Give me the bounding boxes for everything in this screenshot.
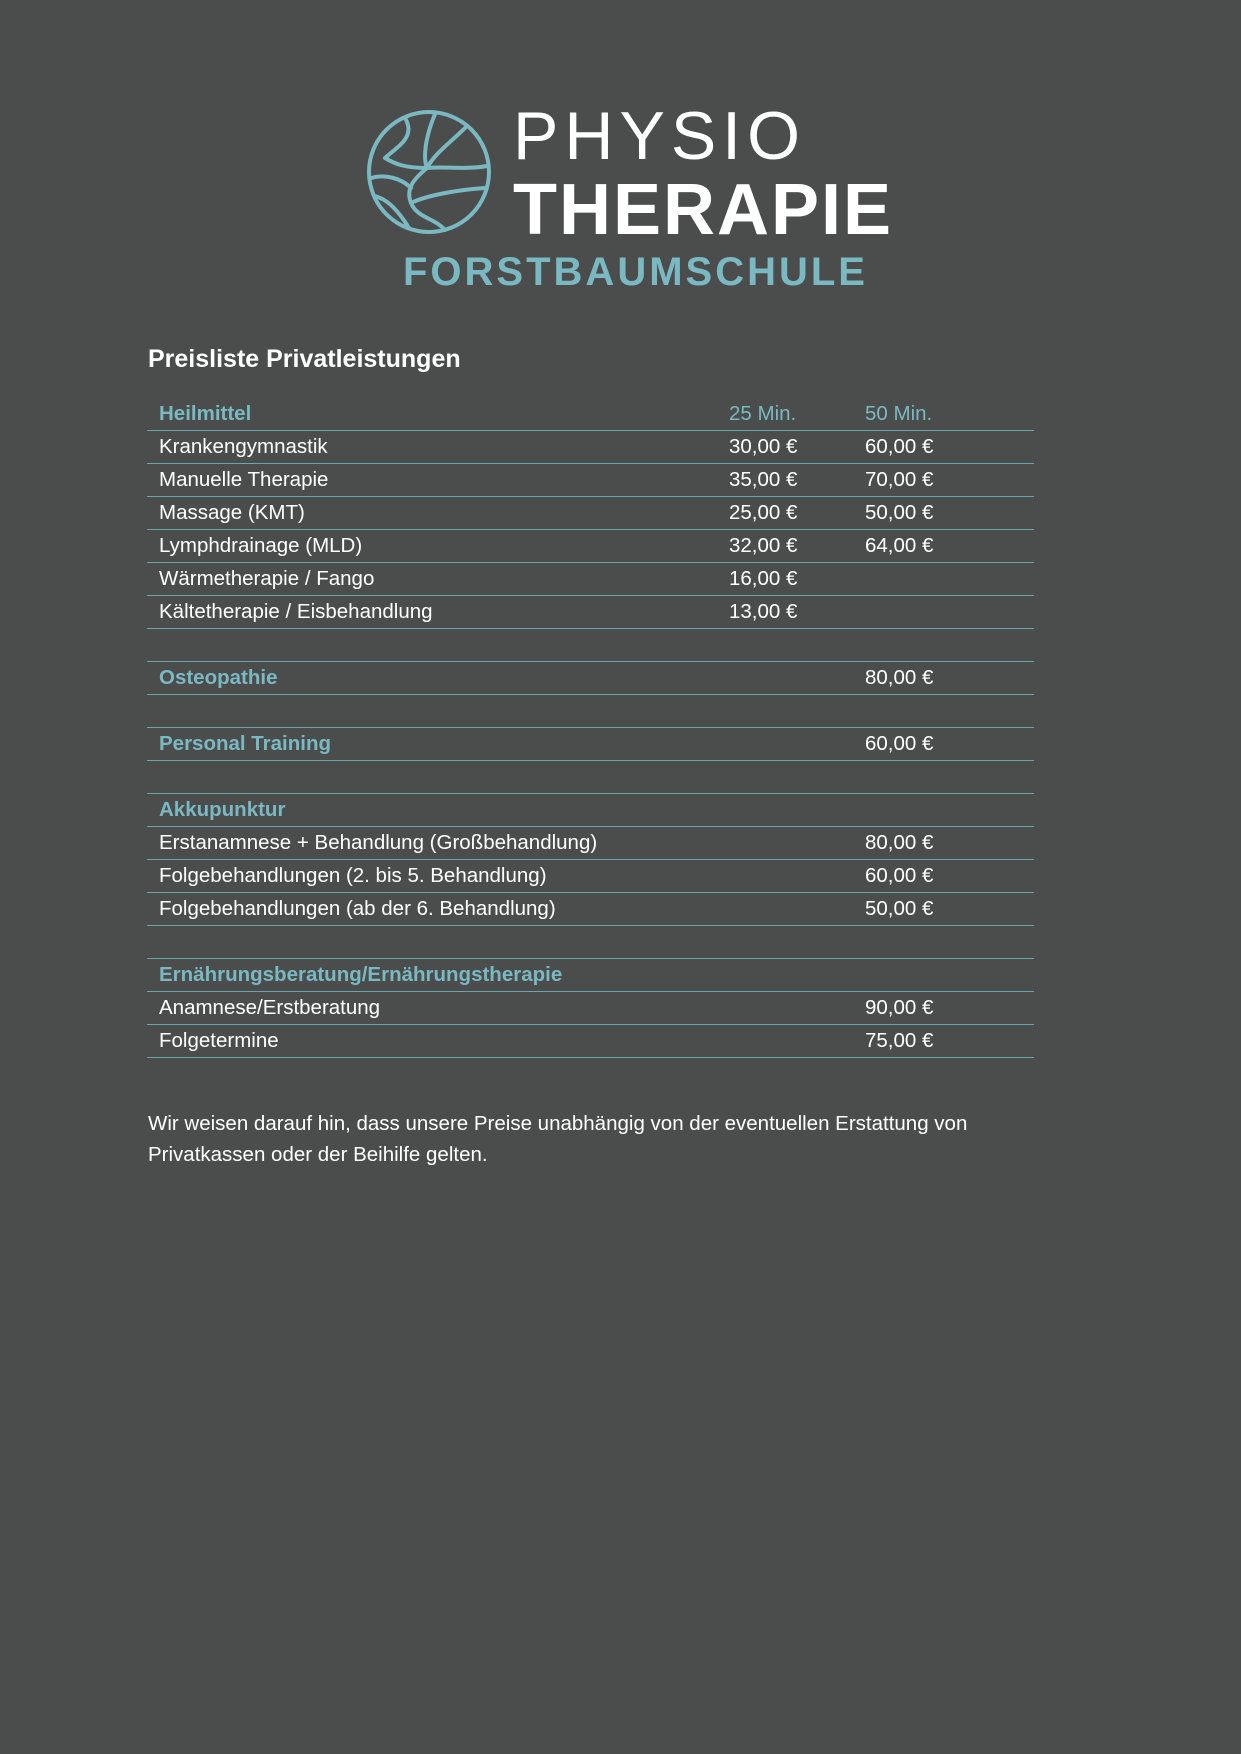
- section-heading: Osteopathie: [147, 662, 729, 695]
- spacer-row: [147, 695, 1034, 728]
- table-row: [147, 563, 1034, 596]
- logo-line-forstbaumschule: FORSTBAUMSCHULE: [403, 250, 868, 294]
- section-row-ernaehrung: [147, 959, 1034, 992]
- service-name: Folgetermine: [147, 1025, 729, 1058]
- spacer-row: [147, 761, 1034, 794]
- table-row: [147, 1025, 1034, 1058]
- table-row: [147, 431, 1034, 464]
- table-row: [147, 596, 1034, 629]
- price-25: 16,00 €: [729, 563, 865, 596]
- service-name: Folgebehandlungen (2. bis 5. Behandlung): [147, 860, 729, 893]
- section-heading: Personal Training: [147, 728, 729, 761]
- spacer-row: [147, 629, 1034, 662]
- price-25: 32,00 €: [729, 530, 865, 563]
- service-name: Manuelle Therapie: [147, 464, 729, 497]
- logo: [365, 98, 894, 300]
- price-25: 25,00 €: [729, 497, 865, 530]
- section-row-osteopathie: [147, 662, 1034, 695]
- price-50: [865, 563, 1034, 596]
- price-50: [865, 596, 1034, 629]
- spacer-row: [147, 926, 1034, 959]
- logo-line-physio: PHYSIO: [513, 98, 806, 174]
- section-heading: Heilmittel: [147, 398, 729, 431]
- table-row: [147, 893, 1034, 926]
- price: 60,00 €: [865, 860, 1034, 893]
- service-name: Krankengymnastik: [147, 431, 729, 464]
- table-row: [147, 827, 1034, 860]
- section-row-akkupunktur: [147, 794, 1034, 827]
- page-title: Preisliste Privatleistungen: [148, 345, 461, 373]
- price: 50,00 €: [865, 893, 1034, 926]
- price-25: 35,00 €: [729, 464, 865, 497]
- price-table: [147, 398, 1034, 1058]
- price-50: 70,00 €: [865, 464, 1034, 497]
- service-name: Lymphdrainage (MLD): [147, 530, 729, 563]
- table-row: [147, 860, 1034, 893]
- service-name: Wärmetherapie / Fango: [147, 563, 729, 596]
- table-header-row: [147, 398, 1034, 431]
- table-row: [147, 530, 1034, 563]
- section-heading: Ernährungsberatung/Ernährungstherapie: [147, 959, 729, 992]
- price: 80,00 €: [865, 662, 1034, 695]
- price-25: 30,00 €: [729, 431, 865, 464]
- table-row: [147, 992, 1034, 1025]
- tree-circle-icon: [365, 108, 493, 236]
- price-50: 64,00 €: [865, 530, 1034, 563]
- price-note: Wir weisen darauf hin, dass unsere Preise unabhängig von der eventuellen Erstattung von Privatkassen oder der Beihilfe gelten.: [148, 1112, 968, 1166]
- price: 90,00 €: [865, 992, 1034, 1025]
- service-name: Kältetherapie / Eisbehandlung: [147, 596, 729, 629]
- table-row: [147, 497, 1034, 530]
- price: 80,00 €: [865, 827, 1034, 860]
- column-header-25: 25 Min.: [729, 398, 865, 431]
- service-name: Folgebehandlungen (ab der 6. Behandlung): [147, 893, 729, 926]
- service-name: Erstanamnese + Behandlung (Großbehandlung): [147, 827, 729, 860]
- section-row-personal-training: [147, 728, 1034, 761]
- price-25: 13,00 €: [729, 596, 865, 629]
- price: 75,00 €: [865, 1025, 1034, 1058]
- service-name: Anamnese/Erstberatung: [147, 992, 729, 1025]
- logo-line-therapie: THERAPIE: [513, 170, 894, 250]
- table-row: [147, 464, 1034, 497]
- price-50: 60,00 €: [865, 431, 1034, 464]
- price: 60,00 €: [865, 728, 1034, 761]
- service-name: Massage (KMT): [147, 497, 729, 530]
- column-header-50: 50 Min.: [865, 398, 1034, 431]
- price-50: 50,00 €: [865, 497, 1034, 530]
- section-heading: Akkupunktur: [147, 794, 729, 827]
